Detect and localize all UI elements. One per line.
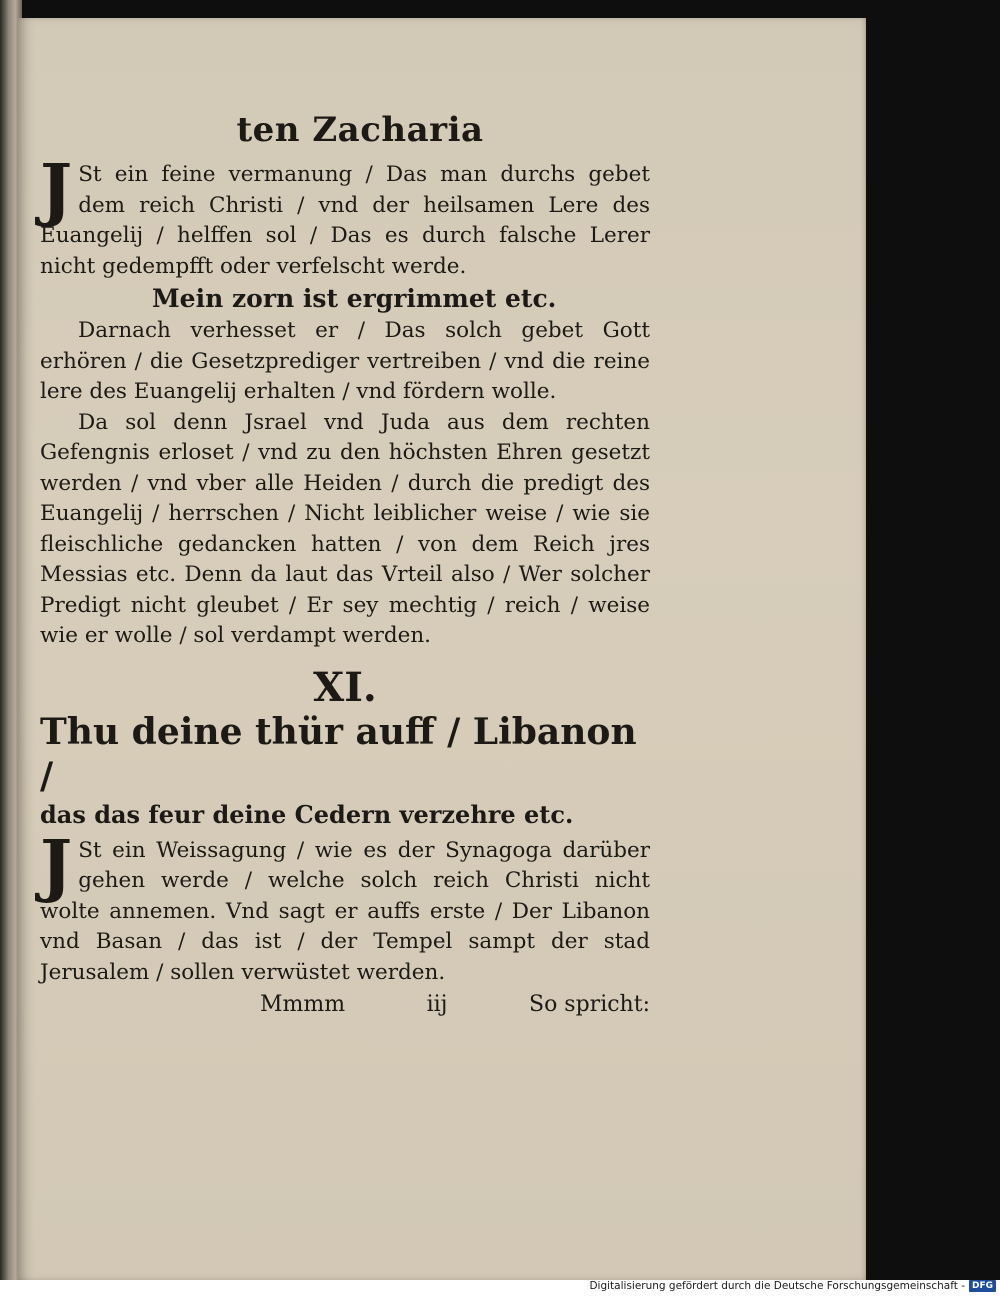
dfg-logo: DFG [969,1280,996,1292]
paragraph-4-text: St ein Weissagung / wie es der Synagoga darüber gehen werde / welche solch reich Christi nicht wolte annemen. Vnd sagt er auffs erste / Der Libanon vnd Basan / das ist / der Tempel sampt der stad Jerusalem / sollen verwüstet werden. [40,837,650,985]
drop-cap-1: J [40,150,73,230]
paragraph-1 [40,150,650,282]
chapter-heading: XI. [313,663,377,711]
signature-mark: Mmmm [260,992,346,1017]
chapter-verse-line-2: das das feur deine Cedern verzehre etc. [40,799,574,829]
chapter-verse-line-1: Thu deine thür auff / Libanon / [40,710,637,797]
paragraph-4 [40,825,650,989]
footer-funding-text: Digitalisierung gefördert durch die Deutsche Forschungsgemeinschaft - [589,1280,965,1292]
paragraph-2: Darnach verhesset er / Das solch gebet Gott erhören / die Gesetzprediger vertreiben / vnd die reine lere des Euangelij erhalten / vnd fördern wolle. [40,318,650,404]
footer-bar [0,1280,1000,1297]
paragraph-3: Da sol denn Jsrael vnd Juda aus dem rechten Gefengnis erloset / vnd zu den höchsten Ehren gesetzt werden / vnd vber alle Heiden / durch die predigt des Euangelij / herrschen / Nicht leiblicher weise / wie sie fleischliche gedancken hatten / von dem Reich jres Messias etc. Denn da laut das Vrteil also / Wer solcher Predigt nicht gleubet / Er sey mechtig / reich / weise wie er wolle / sol verdampt werden. [40,409,650,648]
catchline [260,990,650,1020]
drop-cap-2: J [40,825,73,906]
verse-quote-1: Mein zorn ist ergrimmet etc. [152,284,557,313]
paragraph-1-text: St ein feine vermanung / Das man durchs gebet dem reich Christi / vnd der heilsamen Lere des Euangelij / helffen sol / Das es durch falsche Lerer nicht gedempfft oder verfelscht werde. [40,162,650,279]
catchword: So spricht: [529,992,650,1017]
book-page [18,18,866,1280]
signature-numeral: iij [426,992,448,1017]
running-head: ten Zacharia [236,110,484,150]
text-block [40,110,650,1020]
